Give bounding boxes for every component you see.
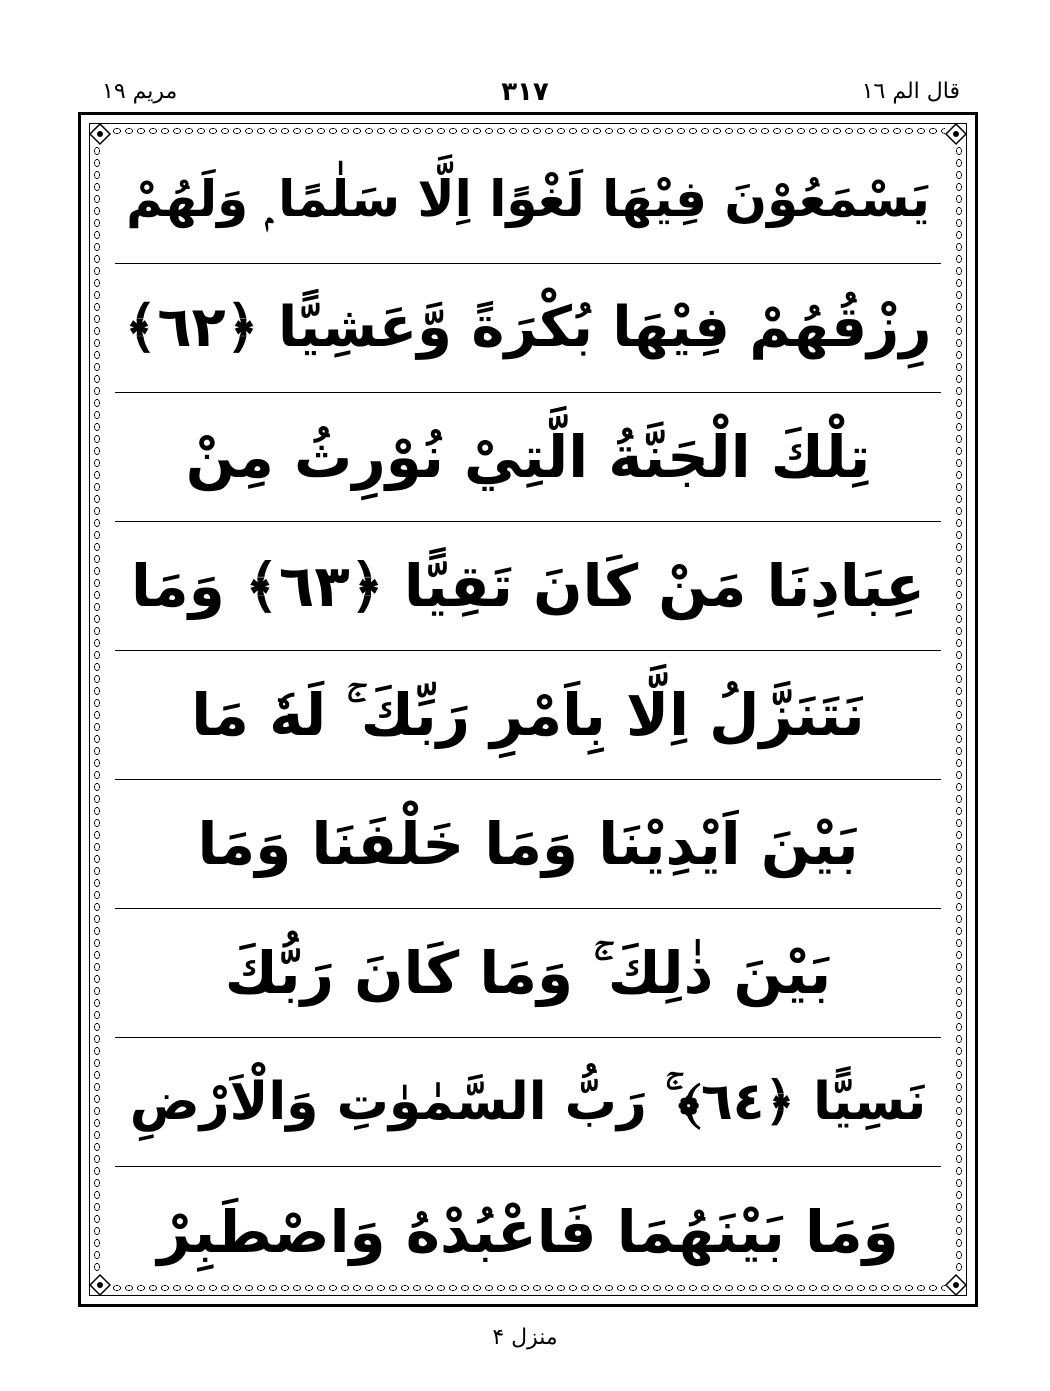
- verse-line: [115, 1167, 941, 1296]
- chain-border-right: [953, 145, 965, 1274]
- verse-line-text: بَيْنَ ذٰلِكَ ۚ وَمَا كَانَ رَبُّكَ: [224, 939, 832, 1007]
- verse-line-text: تِلْكَ الْجَنَّةُ الَّتِيْ نُوْرِثُ مِنْ: [185, 423, 871, 491]
- page-header: [80, 72, 970, 112]
- corner-ornament-icon: [87, 1272, 113, 1298]
- verse-line: [115, 393, 941, 522]
- chain-border-left: [91, 145, 103, 1274]
- juz-label: قال الم ١٦: [861, 79, 960, 104]
- verse-line: [115, 522, 941, 651]
- verse-line-text: وَمَا بَيْنَهُمَا فَاعْبُدْهُ وَاصْطَبِرْ: [157, 1197, 899, 1266]
- verse-line-text: عِبَادِنَا مَنْ كَانَ تَقِيًّا ﴿٦٣﴾ وَمَا: [131, 552, 925, 620]
- corner-ornament-icon: [943, 1272, 969, 1298]
- corner-ornament-icon: [87, 121, 113, 147]
- manzil-footer: منزل ۴: [492, 1325, 558, 1350]
- verse-line-text: يَسْمَعُوْنَ فِيْهَا لَغْوًا اِلَّا سَلٰمًا ۭ وَلَهُمْ: [126, 170, 930, 228]
- surah-label: مريم ١٩: [102, 79, 178, 104]
- verse-line-text: بَيْنَ اَيْدِيْنَا وَمَا خَلْفَنَا وَمَا: [197, 810, 859, 878]
- verse-line-text: نَسِيًّا ﴿٦٤﴾ ۚ رَبُّ السَّمٰوٰتِ وَالْاَرْضِ: [129, 1072, 927, 1132]
- page-frame: [78, 112, 978, 1307]
- corner-ornament-icon: [943, 121, 969, 147]
- verse-line: [115, 780, 941, 909]
- verse-line-text: نَتَنَزَّلُ اِلَّا بِاَمْرِ رَبِّكَ ۚ لَهٗ مَا: [191, 681, 865, 749]
- verse-text-area: [115, 135, 941, 1278]
- page-number: ٣١٧: [501, 77, 549, 107]
- verse-line: [115, 1038, 941, 1167]
- verse-line-text: رِزْقُهُمْ فِيْهَا بُكْرَةً وَّعَشِيًّا ﴿٦٢﴾: [124, 295, 932, 360]
- verse-line: [115, 651, 941, 780]
- verse-line: [115, 264, 941, 393]
- verse-line: [115, 135, 941, 264]
- verse-line: [115, 909, 941, 1038]
